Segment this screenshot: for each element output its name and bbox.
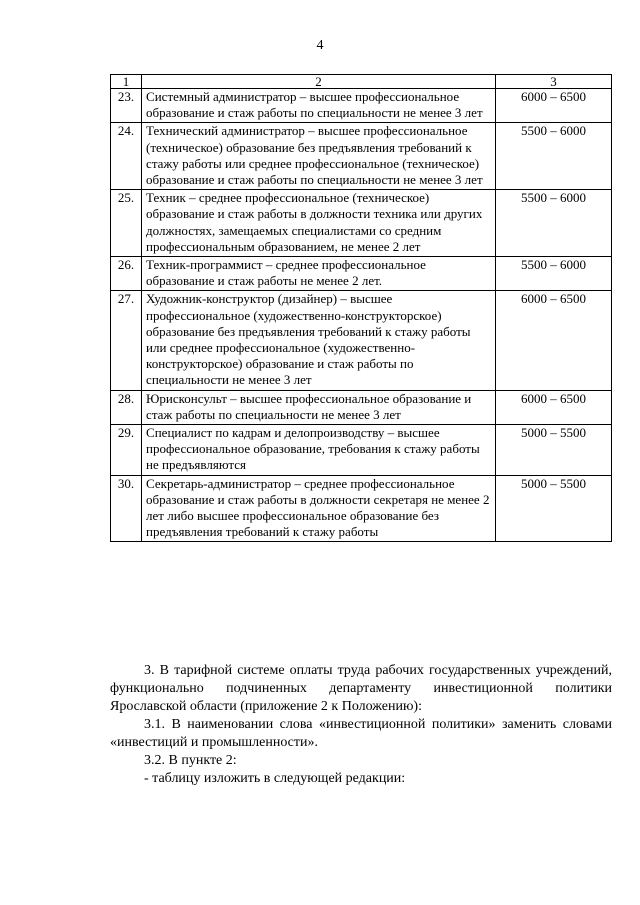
row-number: 24. [111,123,142,190]
page-number: 4 [316,38,324,53]
position-description: Юрисконсульт – высшее профессиональное образование и стаж работы по специальности не менее 3 лет [142,390,496,424]
salary-range: 6000 – 6500 [496,390,612,424]
amendment-text [110,662,612,788]
row-number: 25. [111,190,142,257]
position-description: Техник – среднее профессиональное (техническое) образование и стаж работы в должности техника или других должностях, замещаемых специалистами со средним профессиональным образованием, не менее 2 лет [142,190,496,257]
row-number: 26. [111,257,142,291]
row-number: 30. [111,475,142,542]
position-description: Специалист по кадрам и делопроизводству – высшее профессиональное образование, требования к стажу работы не предъявляются [142,425,496,476]
salary-range: 6000 – 6500 [496,89,612,123]
table-row [111,390,612,424]
table-row [111,190,612,257]
paragraph-3: 3. В тарифной системе оплаты труда рабочих государственных учреждений, функционально подчиненных департаменту инвестиционной политики Ярославской области (приложение 2 к Положению): [110,663,612,714]
position-description: Техник-программист – среднее профессиональное образование и стаж работы не менее 2 лет. [142,257,496,291]
position-description: Художник-конструктор (дизайнер) – высшее профессиональное (художественно-конструкторское) образование без предъявления требований к стажу работы или среднее профессиональное (художественно-конструкторское) образование и стаж работы по специальности не менее 3 лет [142,291,496,390]
position-description: Секретарь-администратор – среднее профессиональное образование и стаж работы в должности секретаря не менее 2 лет либо высшее профессиональное образование без предъявления требований к стажу работы [142,475,496,542]
table-row [111,475,612,542]
row-number: 29. [111,425,142,476]
salary-range: 6000 – 6500 [496,291,612,390]
table-row [111,257,612,291]
salary-range: 5500 – 6000 [496,257,612,291]
table-row [111,425,612,476]
header-col-1: 1 [111,75,142,89]
paragraph-3-1: 3.1. В наименовании слова «инвестиционной политики» заменить словами «инвестиций и промышленности». [110,717,612,750]
salary-range: 5000 – 5500 [496,475,612,542]
row-number: 27. [111,291,142,390]
paragraph-table-intro: - таблицу изложить в следующей редакции: [144,771,406,786]
salary-range: 5500 – 6000 [496,123,612,190]
row-number: 23. [111,89,142,123]
table-header-row [111,75,612,89]
salary-range: 5000 – 5500 [496,425,612,476]
table-row [111,123,612,190]
header-col-2: 2 [142,75,496,89]
row-number: 28. [111,390,142,424]
salary-range: 5500 – 6000 [496,190,612,257]
position-description: Технический администратор – высшее профессиональное (техническое) образование без предъявления требований к стажу работы или среднее профессиональное (техническое) образование и стаж работы по специальности не менее 3 лет [142,123,496,190]
table-row [111,89,612,123]
paragraph-3-2: 3.2. В пункте 2: [144,753,237,768]
header-col-3: 3 [496,75,612,89]
position-description: Системный администратор – высшее профессиональное образование и стаж работы по специальности не менее 3 лет [142,89,496,123]
salary-table [110,74,612,542]
table-row [111,291,612,390]
